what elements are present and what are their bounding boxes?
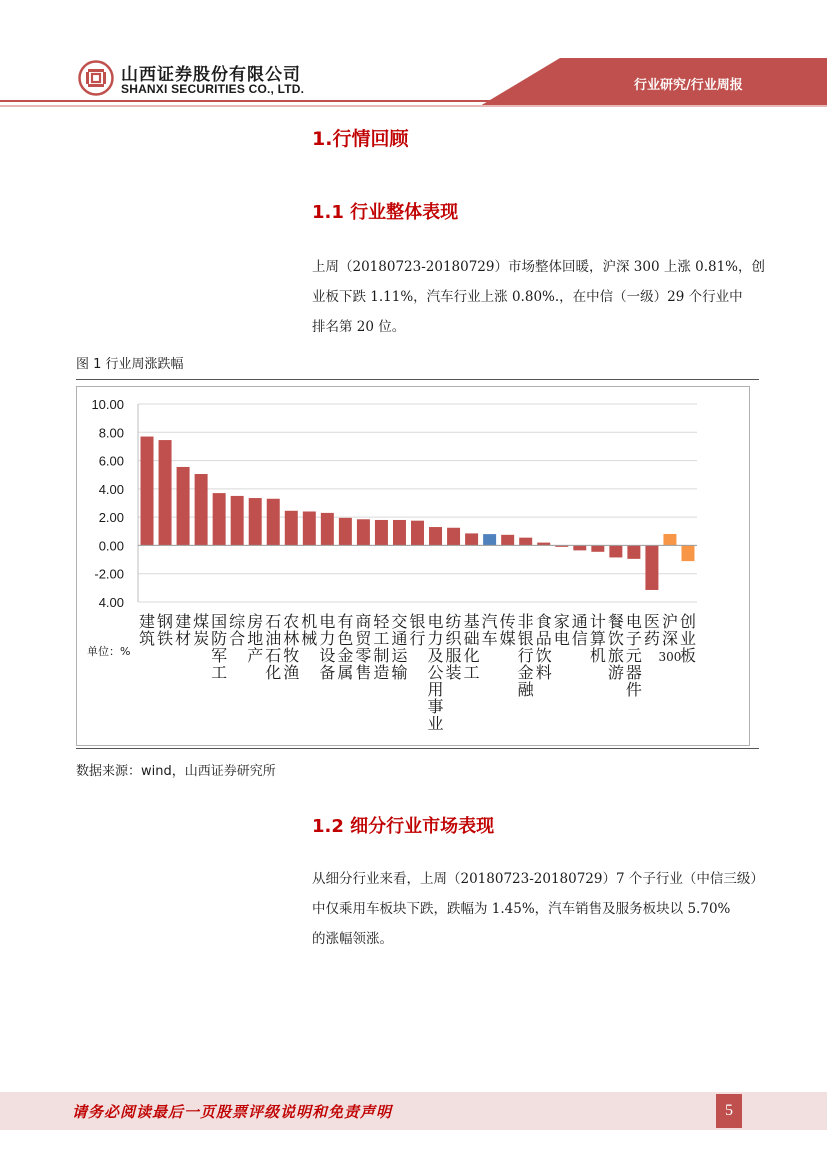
chart-bar xyxy=(663,534,676,545)
y-tick-label: 4.00 xyxy=(98,595,124,610)
paragraph-line: 业板下跌 1.11%，汽车行业上涨 0.80%.，在中信（一级）29 个行业中 xyxy=(312,289,743,305)
chart-bar xyxy=(375,520,388,545)
detail-paragraph xyxy=(312,864,764,954)
chart-bar xyxy=(501,535,514,546)
page-header xyxy=(0,0,827,110)
section-title: 1.行情回顾 xyxy=(312,128,409,150)
figure-bottom-rule xyxy=(76,748,759,749)
chart-bar xyxy=(393,520,406,545)
x-tick-label: 综合 xyxy=(229,612,246,648)
x-tick-label: 房地产 xyxy=(247,612,264,665)
x-tick-label: 石油石化 xyxy=(265,612,282,682)
figure-title: 图 1 行业周涨跌幅 xyxy=(76,357,184,372)
chart-bar xyxy=(141,437,154,546)
x-tick-label: 汽车 xyxy=(481,612,498,648)
paragraph-line: 的涨幅领涨。 xyxy=(312,931,393,947)
subsection-title-overall: 1.1 行业整体表现 xyxy=(312,202,459,223)
x-tick-label: 国防军工 xyxy=(211,612,228,682)
x-tick-label: 创业板 xyxy=(679,612,696,665)
chart-bar xyxy=(447,528,460,546)
page-number: 5 xyxy=(716,1094,742,1128)
subsection-title-detail: 1.2 细分行业市场表现 xyxy=(312,816,495,837)
y-tick-label: 6.00 xyxy=(98,453,124,469)
x-tick-label: 建材 xyxy=(175,612,192,648)
chart-bar xyxy=(267,499,280,546)
company-logo-icon xyxy=(78,60,114,96)
x-tick-label: 基础化工 xyxy=(463,612,480,682)
x-tick-label: 医药 xyxy=(643,612,660,648)
y-tick-label: 4.00 xyxy=(98,481,124,497)
x-tick-label: 钢铁 xyxy=(157,612,174,648)
chart-bar xyxy=(357,519,370,545)
chart-bar xyxy=(321,513,334,546)
company-name-cn: 山西证券股份有限公司 xyxy=(121,65,301,85)
figure-top-rule xyxy=(76,379,759,380)
chart-bar xyxy=(609,545,622,557)
x-tick-label: 轻工制造 xyxy=(373,612,390,682)
x-tick-label: 通信 xyxy=(571,612,588,648)
industry-weekly-change-chart xyxy=(76,386,750,746)
chart-bar xyxy=(213,493,226,545)
y-tick-label: 10.00 xyxy=(91,397,124,412)
x-tick-label: 电力及公用事业 xyxy=(427,612,444,733)
x-tick-label: 交通运输 xyxy=(391,612,408,682)
x-tick-label: 电子元器件 xyxy=(625,612,642,699)
chart-bar xyxy=(285,511,298,546)
x-tick-label: 家电 xyxy=(553,612,570,648)
chart-svg xyxy=(77,387,749,745)
x-tick-label: 机械 xyxy=(301,612,318,648)
chart-bar xyxy=(231,496,244,546)
chart-bar xyxy=(483,534,496,545)
overall-paragraph xyxy=(312,252,766,342)
chart-bar xyxy=(519,538,532,546)
footer-disclaimer: 请务必阅读最后一页股票评级说明和免责声明 xyxy=(72,1103,393,1121)
y-tick-label: -2.00 xyxy=(94,566,124,582)
x-tick-label: 餐饮旅游 xyxy=(607,612,624,682)
paragraph-line: 上周（20180723-20180729）市场整体回暖，沪深 300 上涨 0.81%，创 xyxy=(312,259,766,275)
paragraph-line: 中仅乘用车板块下跌，跌幅为 1.45%，汽车销售及服务板块以 5.70% xyxy=(312,901,731,917)
y-tick-label: 0.00 xyxy=(98,538,124,554)
paragraph-line: 排名第 20 位。 xyxy=(312,319,406,335)
y-tick-label: 2.00 xyxy=(98,510,124,526)
chart-bar xyxy=(681,545,694,561)
y-tick-label: 8.00 xyxy=(98,425,124,441)
chart-bar xyxy=(303,511,316,545)
chart-bar xyxy=(591,545,604,551)
chart-bar xyxy=(195,474,208,545)
x-tick-label: 银行 xyxy=(409,612,426,648)
chart-bar xyxy=(159,440,172,545)
x-tick-label: 食品饮料 xyxy=(535,612,552,682)
x-tick-label: 传媒 xyxy=(499,612,516,648)
x-tick-label: 电力设备 xyxy=(319,612,336,682)
figure-source: 数据来源：wind，山西证券研究所 xyxy=(76,764,276,779)
chart-bar xyxy=(429,527,442,545)
x-tick-label: 农林牧渔 xyxy=(283,612,300,682)
chart-bar xyxy=(249,498,262,545)
company-name-en: SHANXI SECURITIES CO., LTD. xyxy=(121,82,305,96)
x-tick-label: 非银行金融 xyxy=(517,612,534,699)
chart-bar xyxy=(573,545,586,550)
x-tick-label: 建筑 xyxy=(139,612,156,648)
x-tick-label: 沪深 300 xyxy=(658,612,682,664)
unit-label: 单位：% xyxy=(87,645,131,658)
paragraph-line: 从细分行业来看，上周（20180723-20180729）7 个子行业（中信三级） xyxy=(312,871,764,887)
x-tick-label: 计算机 xyxy=(589,612,606,665)
chart-bar xyxy=(627,545,640,558)
x-tick-label: 有色金属 xyxy=(337,612,354,682)
x-tick-label: 商贸零售 xyxy=(355,612,372,682)
chart-bar xyxy=(645,545,658,590)
x-tick-label: 煤炭 xyxy=(193,612,210,648)
chart-bar xyxy=(411,521,424,546)
report-type-label: 行业研究/行业周报 xyxy=(634,78,743,93)
chart-bar xyxy=(465,533,478,545)
x-tick-label: 纺织服装 xyxy=(445,612,462,682)
chart-bar xyxy=(339,518,352,546)
chart-bar xyxy=(177,467,190,545)
